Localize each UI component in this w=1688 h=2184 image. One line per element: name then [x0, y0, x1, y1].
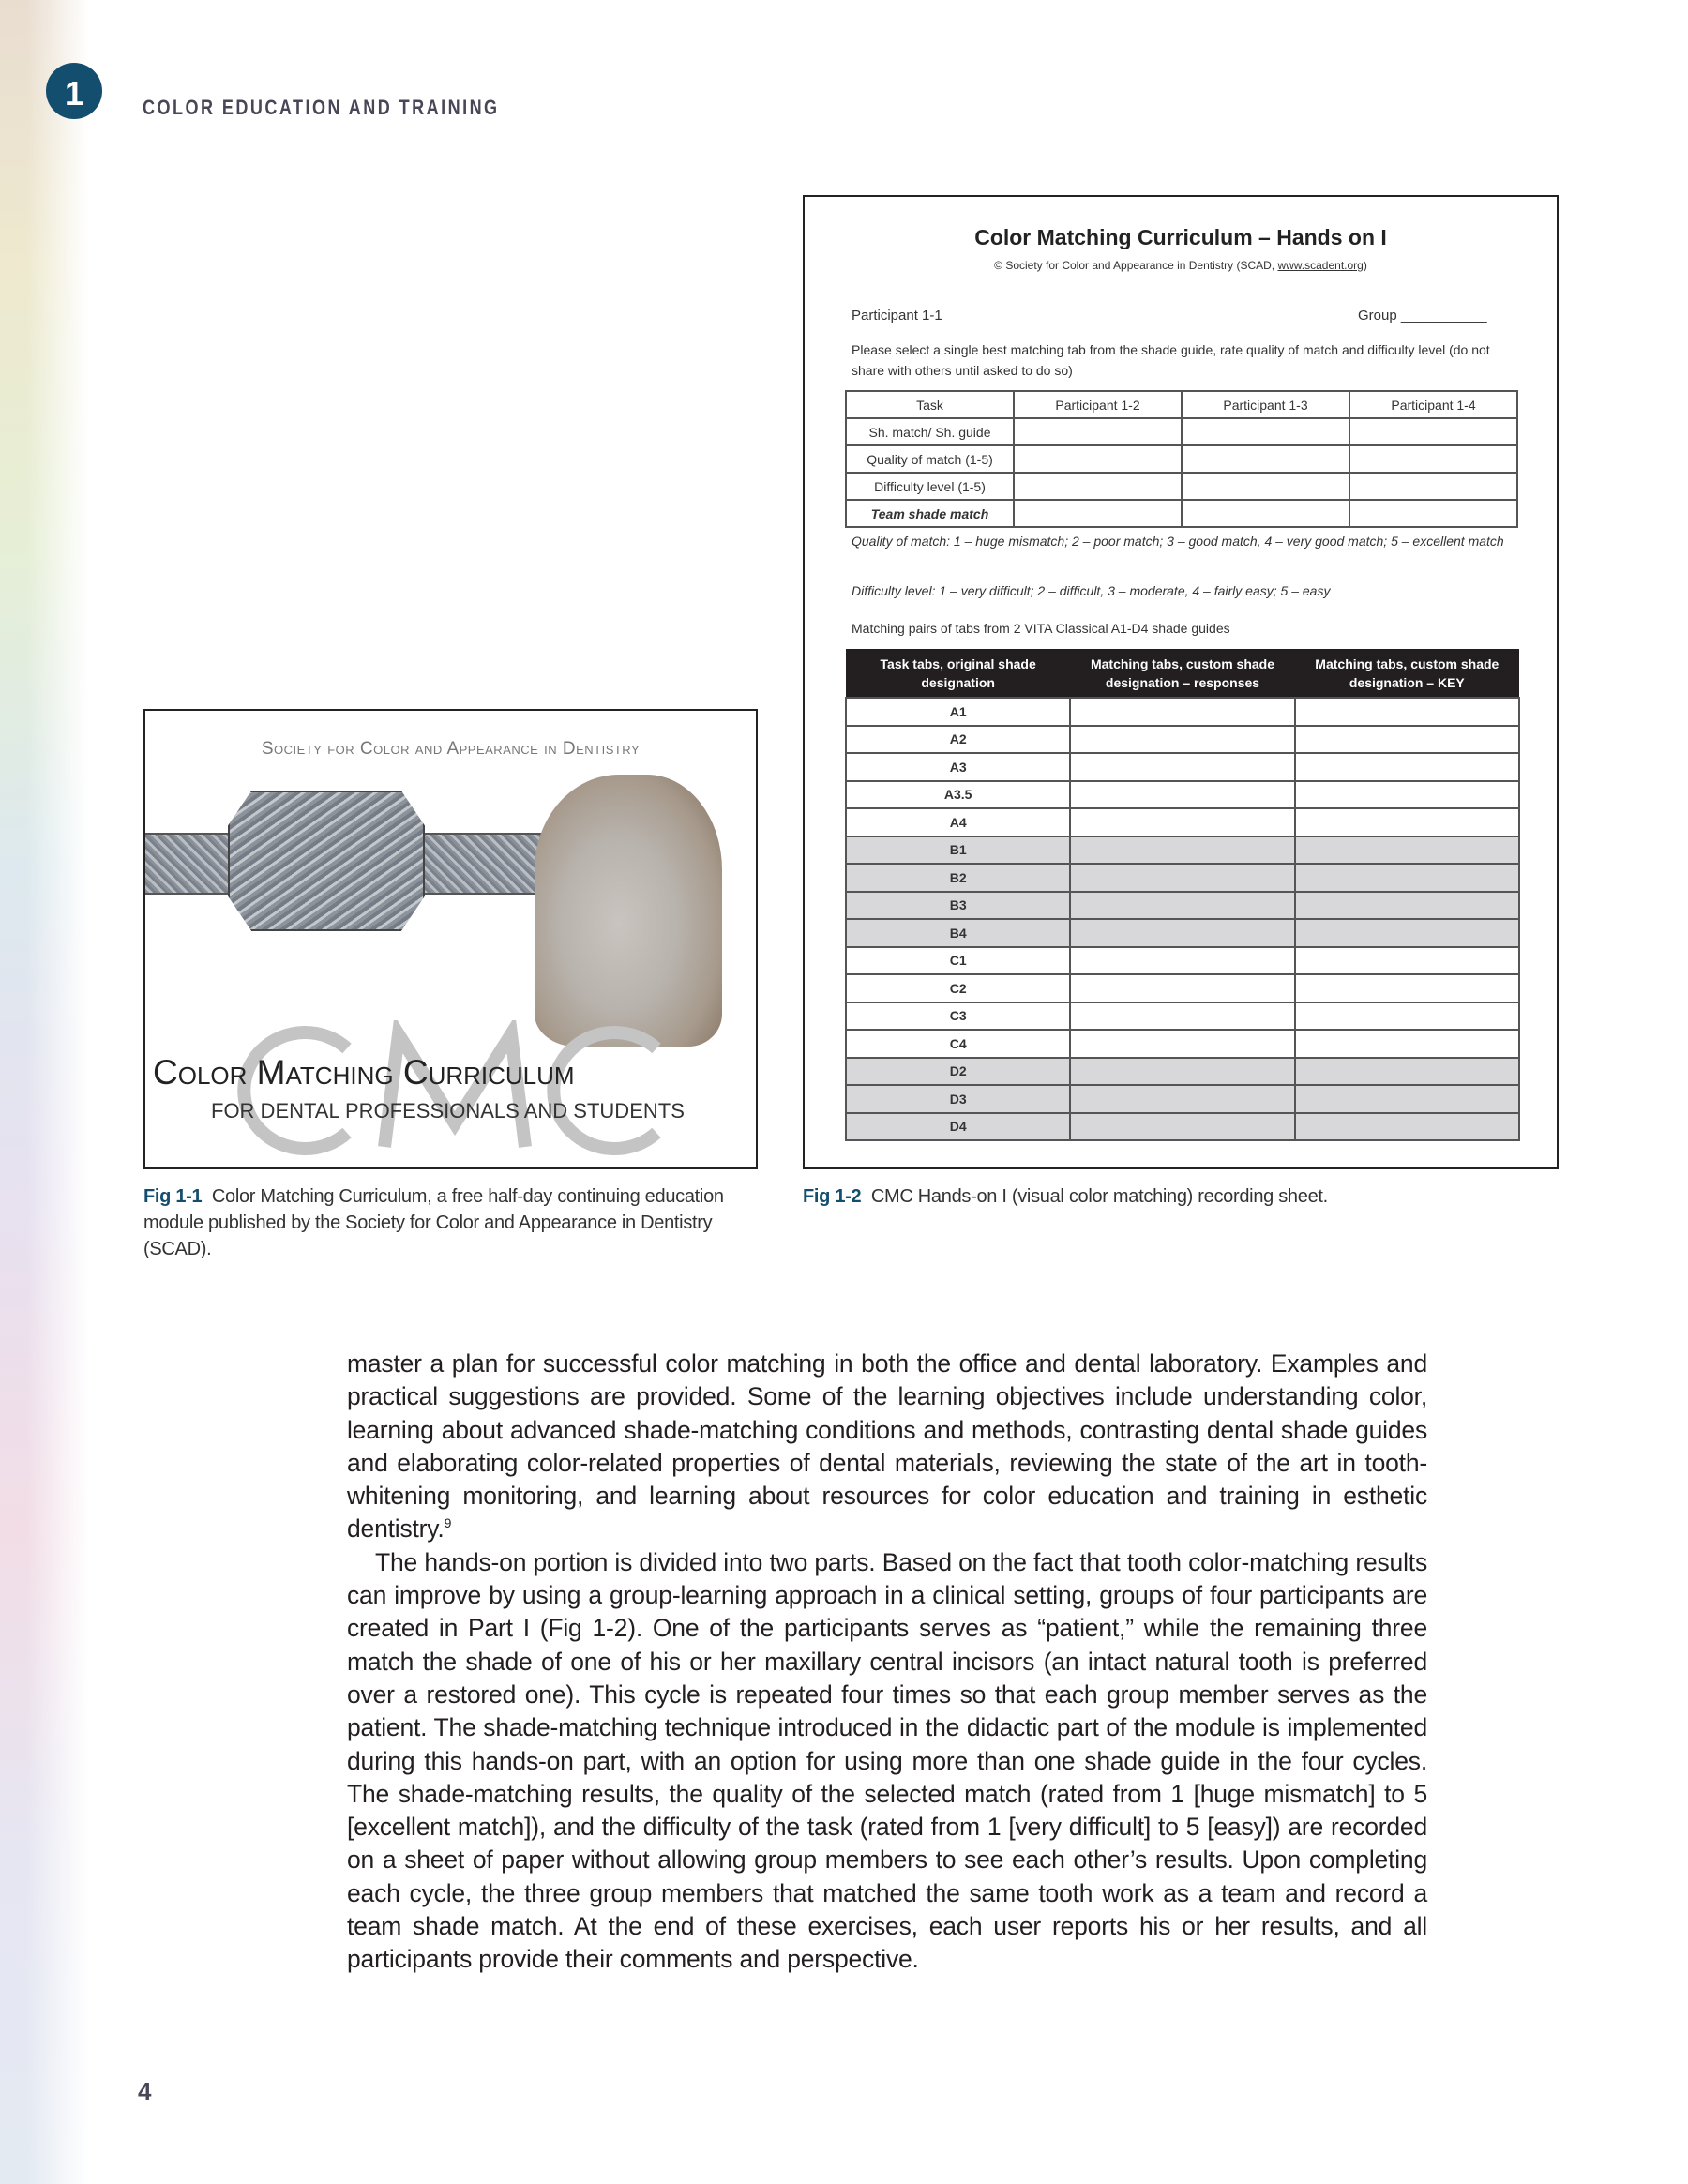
header-cell: Participant 1-3	[1182, 391, 1349, 418]
table-row	[846, 1113, 1519, 1141]
table-row	[846, 808, 1519, 836]
copyright-text: © Society for Color and Appearance in Dentistry (SCAD,	[994, 259, 1278, 272]
table-row	[846, 473, 1517, 500]
cell	[1182, 473, 1349, 500]
header-cell: Participant 1-4	[1349, 391, 1517, 418]
figure-1-2-sheet	[803, 195, 1559, 1169]
cell	[1295, 919, 1519, 947]
scad-link[interactable]: www.scadent.org	[1277, 259, 1364, 272]
cell	[1070, 1113, 1294, 1141]
header-cell: Task	[846, 391, 1014, 418]
shade-label: B4	[846, 919, 1070, 947]
shade-label: C2	[846, 974, 1070, 1002]
cell	[1295, 1002, 1519, 1031]
table-row	[846, 864, 1519, 892]
table-row	[846, 418, 1517, 445]
cell	[1070, 974, 1294, 1002]
table-row	[846, 919, 1519, 947]
shade-label: A3	[846, 753, 1070, 781]
cell	[1349, 473, 1517, 500]
paragraph	[347, 1348, 1427, 1546]
shade-label: D2	[846, 1058, 1070, 1086]
caption-label: Fig 1-2	[803, 1186, 862, 1207]
row-label: Team shade match	[846, 500, 1014, 527]
body-text	[347, 1348, 1427, 1977]
cell	[1295, 864, 1519, 892]
shade-label: B1	[846, 836, 1070, 865]
shade-label: D3	[846, 1085, 1070, 1113]
figure-1-1-caption	[143, 1183, 762, 1262]
row-label: Difficulty level (1-5)	[846, 473, 1014, 500]
cell	[1070, 919, 1294, 947]
pairs-label: Matching pairs of tabs from 2 VITA Classical A1-D4 shade guides	[852, 621, 1230, 636]
cell	[1070, 892, 1294, 920]
cell	[1295, 781, 1519, 809]
shade-tab	[228, 791, 425, 931]
cell	[1070, 698, 1294, 726]
sheet-copyright	[805, 259, 1557, 272]
cell	[1070, 1085, 1294, 1113]
participant-label: Participant 1-1	[852, 308, 942, 324]
table-row	[846, 836, 1519, 865]
table-row	[846, 1058, 1519, 1086]
cell	[1070, 864, 1294, 892]
table-row	[846, 445, 1517, 473]
caption-text: Color Matching Curriculum, a free half-day continuing education module published by the Society for Color and Appearance in Dentistry (SCAD).	[143, 1186, 724, 1259]
cell	[1070, 753, 1294, 781]
cell	[1014, 418, 1182, 445]
table-header-row	[846, 649, 1519, 698]
cell	[1295, 808, 1519, 836]
cell	[1070, 1030, 1294, 1058]
paragraph: The hands-on portion is divided into two parts. Based on the fact that tooth color-matching results can improve by using a group-learning approach in a clinical setting, groups of four participants are created in Part I (Fig 1-2). One of the participants serves as “patient,” while the remaining three match the shade of one of his or her maxillary central incisors (an intact natural tooth is preferred over a restored one). This cycle is repeated four times so that each group member serves as the patient. The shade-matching technique introduced in the didactic part of the module is implemented during this hands-on part, with an option for using more than one shade guide in the four cycles. The shade-matching results, the quality of the selected match (rated from 1 [huge mismatch] to 5 [excellent match]), and the difficulty of the task (rated from 1 [very difficult] to 5 [easy]) are recorded on a sheet of paper without allowing group members to see each other’s results. Upon completing each cycle, the three group members that matched the same tooth work as a team and record a team shade match. At the end of these exercises, each user reports his or her results, and all participants provide their comments and perspective.	[347, 1547, 1427, 1974]
shade-label: B3	[846, 892, 1070, 920]
cell	[1295, 1113, 1519, 1141]
cell	[1295, 753, 1519, 781]
shade-label: A3.5	[846, 781, 1070, 809]
reference-superscript: 9	[444, 1515, 452, 1531]
paragraph-text: master a plan for successful color matching in both the office and dental laboratory. Examples and practical suggestions are provided. Some of the learning objectives include understanding color, learning about advanced shade-matching conditions and methods, contrasting dental shade guides and elaborating color-related properties of dental materials, reviewing the state of the art in tooth-whitening monitoring, and learning about resources for color education and training in esthetic dentistry.	[347, 1349, 1427, 1544]
header-cell: Matching tabs, custom shade designation – KEY	[1295, 649, 1519, 698]
figure-1-1-image	[143, 709, 758, 1169]
cell	[1295, 892, 1519, 920]
shade-label: A1	[846, 698, 1070, 726]
cell	[1295, 974, 1519, 1002]
cell	[1070, 836, 1294, 865]
shade-label: B2	[846, 864, 1070, 892]
page-edge-gradient	[0, 0, 89, 2184]
cell	[1182, 500, 1349, 527]
task-table	[845, 390, 1518, 528]
logo-subtitle: FOR DENTAL PROFESSIONALS AND STUDENTS	[211, 1099, 685, 1122]
cell	[1295, 836, 1519, 865]
sheet-title: Color Matching Curriculum – Hands on I	[974, 225, 1387, 249]
cell	[1295, 726, 1519, 754]
cell	[1070, 781, 1294, 809]
header-cell: Task tabs, original shade designation	[846, 649, 1070, 698]
logo-society-text: Society for Color and Appearance in Dentistry	[261, 739, 641, 759]
caption-label: Fig 1-1	[143, 1186, 203, 1207]
cell	[1349, 418, 1517, 445]
table-row	[846, 500, 1517, 527]
table-row	[846, 947, 1519, 975]
chapter-badge: 1	[46, 63, 102, 119]
figure-1-2-caption	[803, 1183, 1553, 1210]
shade-table	[845, 649, 1520, 1141]
cell	[1070, 1058, 1294, 1086]
cell	[1349, 500, 1517, 527]
cell	[1295, 698, 1519, 726]
table-row	[846, 1002, 1519, 1031]
table-row	[846, 781, 1519, 809]
cell	[1070, 947, 1294, 975]
group-label: Group ___________	[1358, 308, 1487, 324]
logo-title: Color Matching Curriculum	[153, 1053, 575, 1092]
shade-label: A4	[846, 808, 1070, 836]
page-number: 4	[138, 2077, 152, 2105]
table-row	[846, 726, 1519, 754]
shade-label: D4	[846, 1113, 1070, 1141]
row-label: Sh. match/ Sh. guide	[846, 418, 1014, 445]
cell	[1295, 1030, 1519, 1058]
header-cell: Participant 1-2	[1014, 391, 1182, 418]
shade-label: C1	[846, 947, 1070, 975]
cell	[1349, 445, 1517, 473]
shade-label: A2	[846, 726, 1070, 754]
table-row	[846, 892, 1519, 920]
table-row	[846, 1085, 1519, 1113]
table-row	[846, 753, 1519, 781]
caption-text: CMC Hands-on I (visual color matching) recording sheet.	[870, 1186, 1328, 1207]
shade-label: C3	[846, 1002, 1070, 1031]
table-row	[846, 698, 1519, 726]
cell	[1295, 1058, 1519, 1086]
instructions: Please select a single best matching tab from the shade guide, rate quality of match and difficulty level (do not share with others until asked to do so)	[852, 342, 1490, 378]
cell	[1182, 418, 1349, 445]
cell	[1014, 500, 1182, 527]
cell	[1182, 445, 1349, 473]
cell	[1070, 1002, 1294, 1031]
table-row	[846, 974, 1519, 1002]
copyright-end: )	[1363, 259, 1367, 272]
shade-label: C4	[846, 1030, 1070, 1058]
cell	[1014, 473, 1182, 500]
table-row	[846, 1030, 1519, 1058]
table-header-row	[846, 391, 1517, 418]
running-header: COLOR EDUCATION AND TRAINING	[143, 96, 500, 119]
cell	[1070, 808, 1294, 836]
quality-legend: Quality of match: 1 – huge mismatch; 2 – poor match; 3 – good match, 4 – very good match; 5 – excellent match	[852, 534, 1504, 549]
cell	[1295, 1085, 1519, 1113]
cell	[1014, 445, 1182, 473]
row-label: Quality of match (1-5)	[846, 445, 1014, 473]
difficulty-legend: Difficulty level: 1 – very difficult; 2 – difficult, 3 – moderate, 4 – fairly easy; 5 – easy	[852, 583, 1331, 598]
cell	[1295, 947, 1519, 975]
tooth-image	[535, 775, 722, 1047]
header-cell: Matching tabs, custom shade designation – responses	[1070, 649, 1294, 698]
cell	[1070, 726, 1294, 754]
